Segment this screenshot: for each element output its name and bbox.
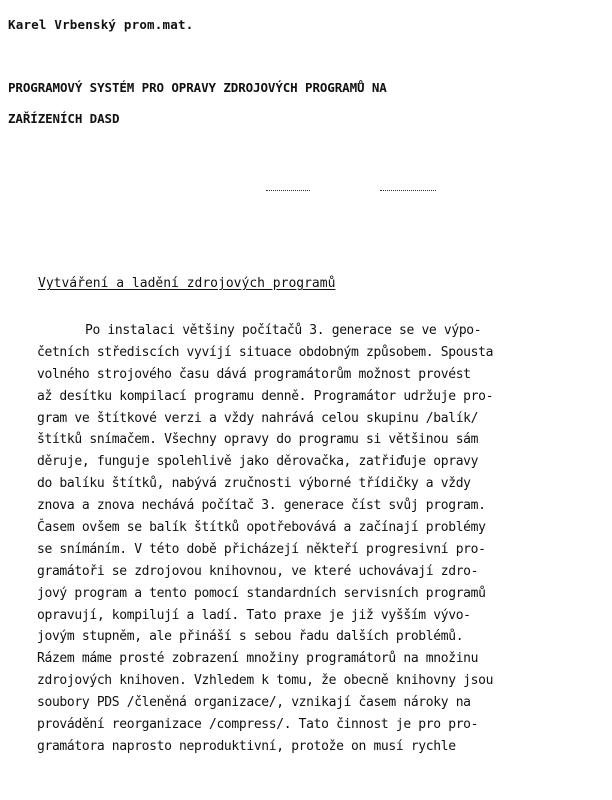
body-line: gramátoři se zdrojovou knihovnou, ve které uchovávají zdro- bbox=[37, 563, 479, 579]
document-title-line-1: PROGRAMOVÝ SYSTÉM PRO OPRAVY ZDROJOVÝCH PROGRAMŮ NA bbox=[8, 80, 387, 95]
body-line: gramátora naprosto neproduktivní, protože on musí rychle bbox=[37, 738, 456, 754]
body-line: Po instalaci většiny počítačů 3. generace se ve výpo- bbox=[85, 323, 482, 338]
body-line: jový program a tento pomocí standardních servisních programů bbox=[37, 585, 486, 601]
body-line: volného strojového času dává programátorům možnost provést bbox=[37, 366, 471, 382]
body-line: až desítku kompilací programu denně. Programátor udržuje pro- bbox=[37, 388, 494, 404]
body-line: znova a znova nechává počítač 3. generace číst svůj program. bbox=[37, 498, 486, 514]
body-line: soubory PDS /členěná organizace/, vznikají časem nároky na bbox=[37, 695, 471, 711]
body-line: štítků snímačem. Všechny opravy do programu si většinou sám bbox=[37, 432, 479, 448]
body-line: do balíku štítků, nabývá zručnosti výborné třídičky a vždy bbox=[37, 476, 471, 492]
document-title-line-2: ZAŘÍZENÍCH DASD bbox=[8, 111, 120, 126]
body-line: zdrojových knihoven. Vzhledem k tomu, že obecně knihovny jsou bbox=[37, 673, 494, 689]
dotted-separator-right bbox=[380, 180, 436, 191]
body-line: četních střediscích vyvíjí situace obdobným způsobem. Spousta bbox=[37, 344, 494, 360]
body-line: se snímáním. V této době přicházejí někteří progresivní pro- bbox=[37, 541, 486, 557]
body-line: gram ve štítkové verzi a vždy nahrává celou skupinu /balík/ bbox=[37, 410, 479, 426]
section-heading: Vytváření a ladění zdrojových programů bbox=[38, 276, 336, 291]
author-line: Karel Vrbenský prom.mat. bbox=[8, 17, 194, 32]
body-line: provádění reorganizace /compress/. Tato činnost je pro pro- bbox=[37, 717, 479, 733]
body-paragraph bbox=[37, 320, 612, 758]
body-line: děruje, funguje spolehlivě jako děrovačka, zatřiďuje opravy bbox=[37, 454, 479, 470]
body-line: Časem ovšem se balík štítků opotřebovává a začínají problémy bbox=[37, 520, 486, 536]
body-line: opravují, kompilují a ladí. Tato praxe je již vyšším vývo- bbox=[37, 607, 471, 623]
body-line: jovým stupněm, ale přináší s sebou řadu dalších problémů. bbox=[37, 629, 464, 645]
dotted-separator-left bbox=[266, 180, 310, 191]
body-line: Rázem máme prosté zobrazení množiny programátorů na množinu bbox=[37, 651, 479, 667]
